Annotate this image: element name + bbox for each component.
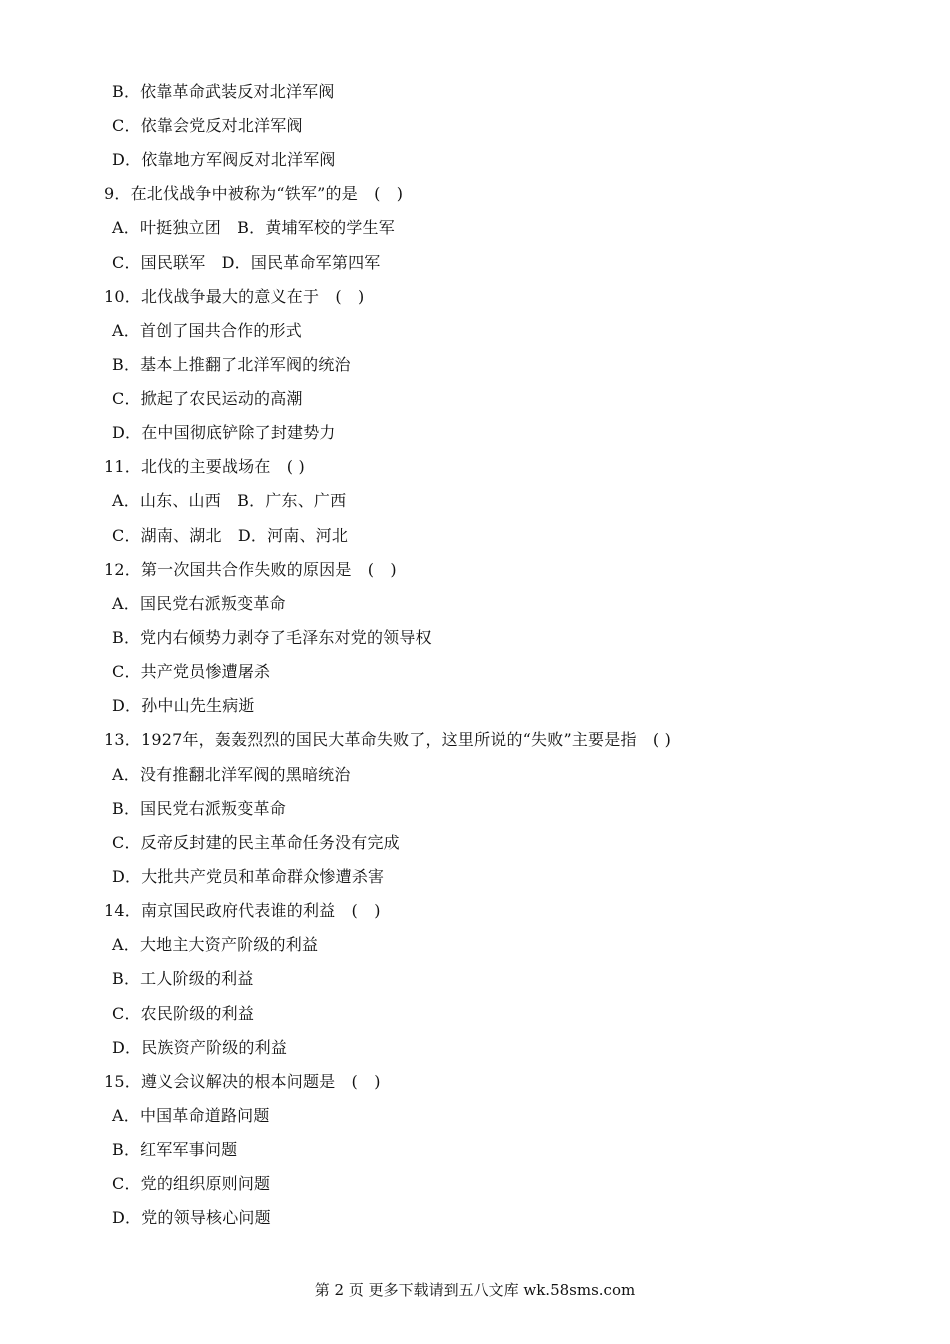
option-line: A．叶挺独立团 B．黄埔军校的学生军 — [112, 218, 395, 237]
question-line: 13．1927年，轰轰烈烈的国民大革命失败了，这里所说的“失败”主要是指 ( ) — [104, 730, 672, 749]
option-line: A．首创了国共合作的形式 — [112, 321, 302, 340]
option-line: B．国民党右派叛变革命 — [112, 799, 286, 818]
option-line: D．党的领导核心问题 — [112, 1208, 271, 1227]
option-line: C．农民阶级的利益 — [112, 1004, 255, 1023]
option-line: C．湖南、湖北 D．河南、河北 — [112, 526, 349, 545]
page-footer: 第 2 页 更多下载请到五八文库 wk.58sms.com — [314, 1281, 636, 1299]
question-line: 14．南京国民政府代表谁的利益 ( ) — [104, 901, 381, 920]
question-line: 12．第一次国共合作失败的原因是 ( ) — [104, 560, 397, 579]
option-line: C．共产党员惨遭屠杀 — [112, 662, 271, 681]
option-line: B．红军军事问题 — [112, 1140, 238, 1159]
option-line: C．国民联军 D．国民革命军第四军 — [112, 253, 381, 272]
option-line: C．反帝反封建的民主革命任务没有完成 — [112, 833, 400, 852]
option-line: A．没有推翻北洋军阀的黑暗统治 — [112, 765, 351, 784]
option-line: D．依靠地方军阀反对北洋军阀 — [112, 150, 336, 169]
option-line: C．党的组织原则问题 — [112, 1174, 271, 1193]
option-line: D．民族资产阶级的利益 — [112, 1038, 288, 1057]
option-line: B．工人阶级的利益 — [112, 969, 254, 988]
question-line: 11．北伐的主要战场在 ( ) — [104, 457, 305, 476]
option-line: A．中国革命道路问题 — [112, 1106, 270, 1125]
option-line: B．党内右倾势力剥夺了毛泽东对党的领导权 — [112, 628, 432, 647]
option-line: C．依靠会党反对北洋军阀 — [112, 116, 303, 135]
option-line: B．基本上推翻了北洋军阀的统治 — [112, 355, 351, 374]
option-line: D．孙中山先生病逝 — [112, 696, 255, 715]
question-line: 15．遵义会议解决的根本问题是 ( ) — [104, 1072, 381, 1091]
option-line: D．大批共产党员和革命群众惨遭杀害 — [112, 867, 385, 886]
option-line: C．掀起了农民运动的高潮 — [112, 389, 303, 408]
option-line: A．山东、山西 B．广东、广西 — [112, 491, 347, 510]
option-line: A．大地主大资产阶级的利益 — [112, 935, 319, 954]
option-line: B．依靠革命武装反对北洋军阀 — [112, 82, 335, 101]
option-line: D．在中国彻底铲除了封建势力 — [112, 423, 336, 442]
question-line: 10．北伐战争最大的意义在于 ( ) — [104, 287, 365, 306]
question-line: 9．在北伐战争中被称为“铁军”的是 ( ) — [104, 184, 404, 203]
option-line: A．国民党右派叛变革命 — [112, 594, 286, 613]
